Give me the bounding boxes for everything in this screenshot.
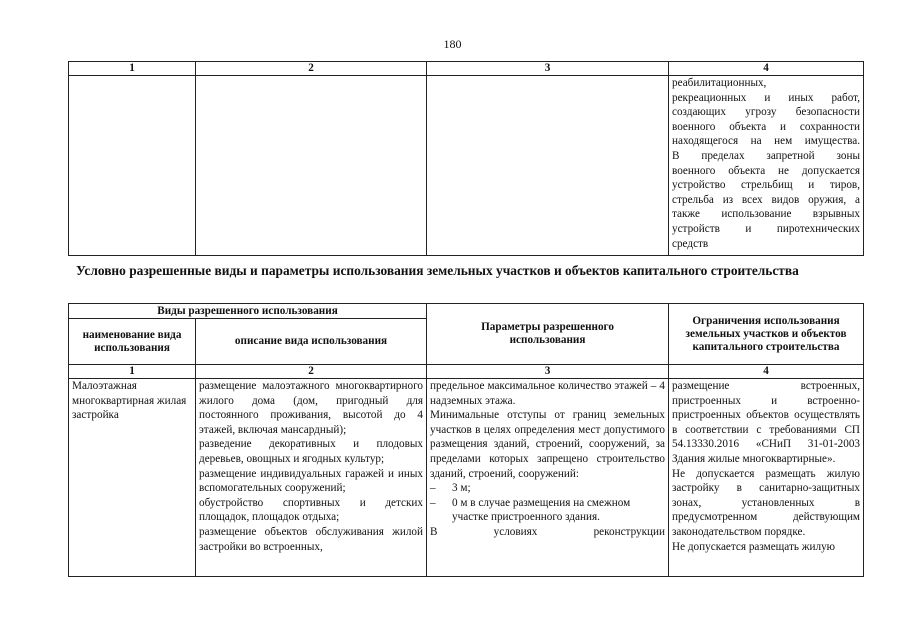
column-number-2: 2	[196, 62, 427, 76]
empty-cell	[196, 76, 427, 256]
parameter-list-item: – 0 м в случае размещения на смежном участке пристроенного здания.	[430, 496, 665, 525]
restriction-line: находящегося на нем имущества.	[672, 135, 860, 148]
restrictions-column-header: Ограничения использования земельных участков и объектов капитального строительства	[669, 304, 864, 365]
empty-cell	[427, 76, 669, 256]
section-title: Условно разрешенные виды и параметры использования земельных участков и объектов капитального строительства	[76, 263, 799, 278]
parameter-item: предельное максимальное количество этажей – 4 надземных этажа.	[430, 380, 666, 407]
restriction-line: также использование взрывных	[672, 208, 860, 221]
column-number-3: 3	[427, 365, 669, 379]
column-number-4: 4	[669, 365, 864, 379]
name-column-header: наименование вида использования	[69, 319, 196, 365]
empty-cell	[69, 76, 196, 256]
parameter-item: Минимальные отступы от границ земельных участков в целях определения мест допустимого размещения зданий, строений, сооружений, за пределами которых запрещено строительство зданий, строений, сооружений:	[430, 409, 666, 480]
description-item: обустройство спортивных и детских площадок, площадок отдыха;	[199, 496, 424, 524]
restriction-item: размещение встроенных, пристроенных и встроенно-пристроенных объектов осуществлять в соответствии с требованиями СП 54.13330.2016 «СНиП 31-01-2003 Здания жилые многоквартирные».	[672, 380, 861, 465]
restriction-item: Не допускается размещать жилую	[672, 540, 836, 553]
restriction-line: военного объекта и сохранности	[672, 120, 860, 133]
parameters-cell	[427, 379, 669, 577]
restriction-line: реабилитационных,	[672, 77, 767, 89]
restriction-line: создающих угрозу безопасности	[672, 106, 860, 119]
restrictions-continuation-cell	[669, 76, 864, 256]
column-number-1: 1	[69, 62, 196, 76]
restriction-line: В пределах запретной зоны	[672, 149, 860, 162]
restriction-line: стрельба из всех видов оружия, а	[672, 193, 860, 206]
column-number-4: 4	[669, 62, 864, 76]
use-types-group-header: Виды разрешенного использования	[69, 304, 427, 319]
column-number-2: 2	[196, 365, 427, 379]
restriction-line: устройств и пиротехнических	[672, 222, 860, 235]
conditional-use-table	[68, 303, 864, 577]
description-item: размещение индивидуальных гаражей и иных вспомогательных сооружений;	[199, 467, 424, 495]
page-number: 180	[443, 37, 462, 51]
description-item: разведение декоративных и плодовых деревьев, овощных и ягодных культур;	[199, 438, 424, 465]
restriction-item: Не допускается размещать жилую застройку в санитарно-защитных зонах, установленных в предусмотренном действующим законодательством порядке.	[672, 467, 861, 538]
column-number-3: 3	[427, 62, 669, 76]
continuation-table	[68, 61, 864, 256]
restrictions-cell	[669, 379, 864, 577]
parameter-list-item: – 3 м;	[430, 481, 665, 496]
restriction-line: устройство стрельбищ и тиров,	[672, 179, 860, 192]
restriction-line: военного объекта не допускается	[672, 164, 860, 177]
use-name-cell	[69, 379, 196, 577]
restriction-line: рекреационных и иных работ,	[672, 91, 860, 104]
description-item: размещение объектов обслуживания жилой застройки во встроенных,	[199, 525, 424, 553]
params-column-header: Параметры разрешенного использования	[427, 304, 669, 365]
use-name: Малоэтажная многоквартирная жилая застройка	[72, 380, 187, 422]
description-item: размещение малоэтажного многоквартирного жилого дома (дом, пригодный для постоянного проживания, высотой до 4 этажей, включая мансардный);	[199, 380, 424, 436]
column-number-1: 1	[69, 365, 196, 379]
description-column-header: описание вида использования	[196, 319, 427, 365]
parameter-item: В условиях реконструкции	[430, 525, 666, 538]
restriction-line: средств	[672, 237, 709, 250]
use-description-cell	[196, 379, 427, 577]
